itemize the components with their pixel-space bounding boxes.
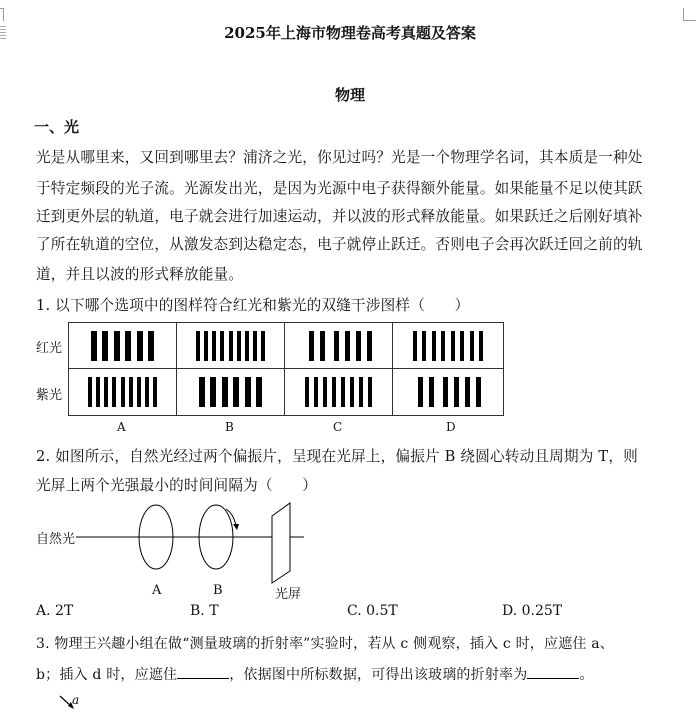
- q3-stem-line2: [36, 664, 594, 684]
- fringe-bar: [210, 377, 216, 407]
- fringe-bar: [368, 377, 372, 407]
- fringe-bar: [443, 377, 448, 407]
- option-label-c: C: [333, 420, 343, 434]
- subject-heading: 物理: [334, 86, 365, 104]
- fringe-bar: [96, 377, 100, 407]
- fringe-bar: [460, 331, 464, 361]
- fringe-bar: [334, 331, 339, 361]
- intro-line: 迁到更外层的轨道，电子就会进行加速运动，并以波的形式释放能量。如果跃迁之后刚好填补: [36, 208, 643, 225]
- option-label-a: A: [117, 420, 126, 434]
- q1-fringe-table: [68, 322, 504, 416]
- q1-stem: 1. 以下哪个选项中的图样符合红光和紫光的双缝干涉图样（ ）: [36, 297, 470, 314]
- fringe-cell-b-red: [177, 323, 285, 369]
- section-heading: 一、光: [34, 118, 80, 136]
- fringe-bar: [451, 331, 455, 361]
- diagram-screen-label: 光屏: [275, 587, 302, 602]
- answer-blank-1[interactable]: [177, 677, 229, 679]
- fringe-bar: [212, 331, 216, 361]
- fringe-bar: [88, 377, 92, 407]
- fringe-bar: [314, 377, 318, 407]
- fringe-bar: [332, 377, 336, 407]
- fringe-bar: [253, 331, 257, 361]
- page-corner-mark: [683, 8, 696, 21]
- fringe-bar: [233, 377, 239, 407]
- fringe-bar: [229, 331, 233, 361]
- answer-blank-2[interactable]: [527, 677, 579, 679]
- fringe-bar: [261, 331, 265, 361]
- fringe-bar: [320, 331, 325, 361]
- q2-option-a: A. 2T: [36, 603, 74, 619]
- fringe-cell-d-violet: [393, 369, 503, 415]
- fringe-bar: [222, 377, 228, 407]
- fringe-bar: [148, 331, 154, 361]
- fringe-bar: [359, 377, 363, 407]
- fringe-bar: [350, 377, 354, 407]
- page-corner-mark: [0, 8, 4, 21]
- row-label-red: 红光: [36, 341, 63, 356]
- fringe-bar: [305, 377, 309, 407]
- fringe-bar: [125, 331, 131, 361]
- fringe-bar: [309, 331, 314, 361]
- q3-text-part2: ，依据图中所标数据，可得出该玻璃的折射率为: [229, 667, 528, 683]
- fringe-bar: [441, 331, 445, 361]
- diagram-label-b: B: [213, 583, 223, 598]
- intro-line: 光是从哪里来，又回到哪里去？浦济之光，你见过吗？光是一个物理学名词，其本质是一种处: [36, 149, 643, 166]
- q2-option-b: B. T: [190, 603, 219, 619]
- option-label-d: D: [446, 420, 456, 434]
- fringe-bar: [129, 377, 133, 407]
- fringe-bar: [323, 377, 327, 407]
- fringe-bar: [112, 377, 116, 407]
- fringe-cell-c-violet: [285, 369, 393, 415]
- fringe-bar: [237, 331, 241, 361]
- fringe-bar: [204, 331, 208, 361]
- fringe-cell-a-red: [69, 323, 177, 369]
- option-label-b: B: [225, 420, 234, 434]
- fringe-bar: [199, 377, 205, 407]
- fringe-cell-c-red: [285, 323, 393, 369]
- fringe-bar: [422, 331, 426, 361]
- fringe-bar: [432, 331, 436, 361]
- fringe-bar: [137, 377, 141, 407]
- fringe-bar: [145, 377, 149, 407]
- fringe-bar: [418, 377, 423, 407]
- q2-option-c: C. 0.5T: [347, 603, 398, 619]
- fringe-cell-a-violet: [69, 369, 177, 415]
- fringe-bar: [470, 331, 474, 361]
- q2-stem-line1: 2. 如图所示，自然光经过两个偏振片，呈现在光屏上，偏振片 B 绕圆心转动且周期为 T，则: [36, 448, 638, 465]
- fringe-bar: [345, 331, 350, 361]
- polarizer-diagram: [76, 500, 336, 590]
- fringe-bar: [104, 377, 108, 407]
- fringe-bar: [479, 331, 483, 361]
- fringe-bar: [153, 377, 157, 407]
- fringe-bar: [256, 377, 262, 407]
- q3-stem-line1: 3. 物理王兴趣小组在做“测量玻璃的折射率”实验时，若从 c 侧观察，插入 c 时，应遮住 a、: [36, 636, 614, 652]
- q2-stem-line2: 光屏上两个光强最小的时间间隔为（ ）: [36, 477, 318, 494]
- q3-text-part1: b；插入 d 时，应遮住: [36, 667, 178, 683]
- light-screen: [272, 503, 290, 583]
- fringe-bar: [356, 331, 361, 361]
- fringe-bar: [137, 331, 143, 361]
- fringe-bar: [121, 377, 125, 407]
- fringe-bar: [413, 331, 417, 361]
- fringe-bar: [245, 331, 249, 361]
- fringe-bar: [220, 331, 224, 361]
- fringe-cell-d-red: [393, 323, 503, 369]
- intro-line: 于特定频段的光子流。光源发出光，是因为光源中电子获得额外能量。如果能量不足以使其跃: [36, 180, 643, 197]
- fringe-bar: [245, 377, 251, 407]
- fringe-bar: [114, 331, 120, 361]
- fringe-bar: [196, 331, 200, 361]
- fringe-bar: [102, 331, 108, 361]
- diagram-light-label: 自然光: [36, 532, 76, 547]
- fringe-bar: [429, 377, 434, 407]
- fringe-bar: [476, 377, 481, 407]
- intro-line: 道，并且以波的形式释放能量。: [36, 266, 244, 283]
- fringe-bar: [454, 377, 459, 407]
- rotation-arrowhead: [233, 524, 239, 530]
- diagram-label-a: A: [152, 583, 162, 598]
- q3-text-part3: 。: [579, 667, 594, 683]
- fringe-bar: [91, 331, 97, 361]
- fringe-bar: [367, 331, 372, 361]
- q2-option-d: D. 0.25T: [502, 603, 563, 619]
- row-label-violet: 紫光: [36, 388, 63, 403]
- q3-figure-label: a: [72, 693, 80, 707]
- fringe-bar: [341, 377, 345, 407]
- fringe-bar: [465, 377, 470, 407]
- document-title: 2025年上海市物理卷高考真题及答案: [224, 24, 476, 42]
- fringe-cell-b-violet: [177, 369, 285, 415]
- intro-line: 了所在轨道的空位，从激发态到达稳定态，电子就停止跃迁。否则电子会再次跃迁回之前的轨: [36, 236, 643, 253]
